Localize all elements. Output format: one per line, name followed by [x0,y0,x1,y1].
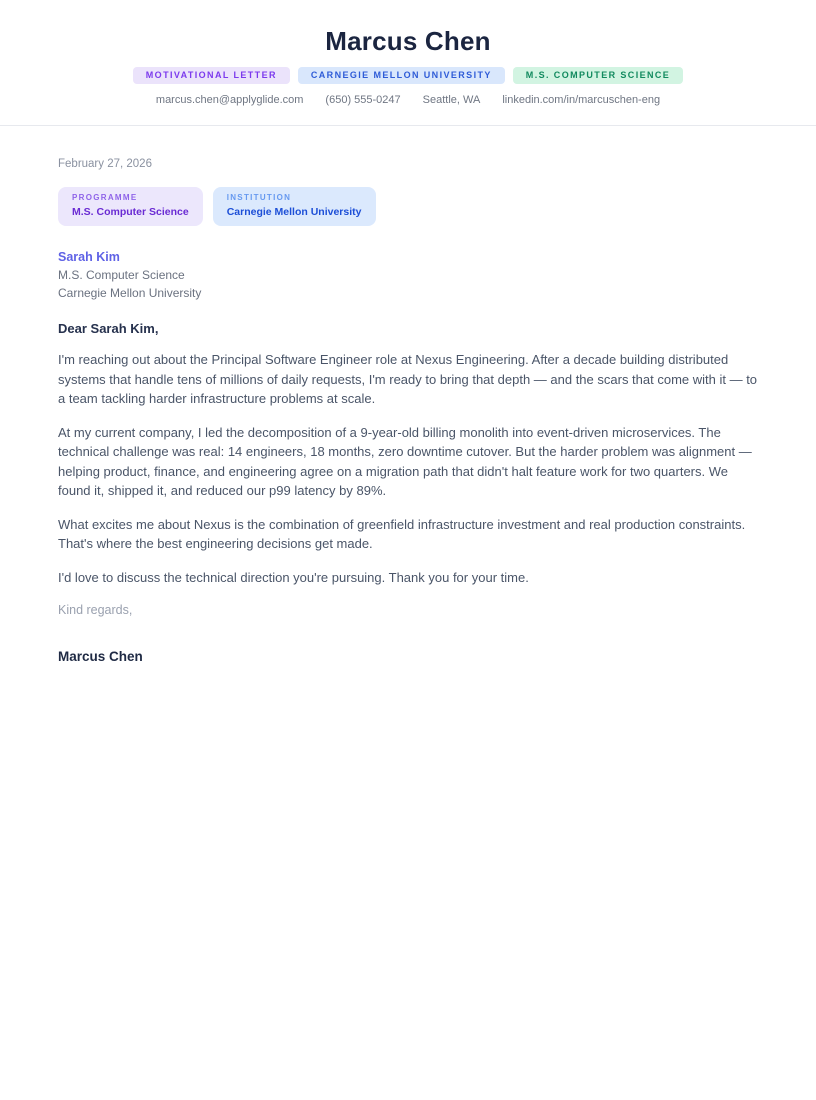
badge-programme: M.S. COMPUTER SCIENCE [513,67,683,84]
institution-card [213,187,376,226]
programme-card-value: M.S. Computer Science [72,206,189,218]
badge-letter-type: MOTIVATIONAL LETTER [133,67,290,84]
institution-card-label: INSTITUTION [226,193,292,202]
closing: Kind regards, [58,603,133,617]
recipient-institution: Carnegie Mellon University [58,286,202,300]
institution-card-value: Carnegie Mellon University [226,206,362,218]
letter-paragraph: I'd love to discuss the technical direction you're pursuing. Thank you for your time. [58,569,529,585]
programme-card [58,187,203,226]
salutation: Dear Sarah Kim, [58,321,159,336]
page-title: Marcus Chen [325,26,491,56]
signature: Marcus Chen [58,649,143,664]
badge-university: CARNEGIE MELLON UNIVERSITY [298,67,505,84]
letter-body [58,126,758,665]
letter-paragraph: What excites me about Nexus is the combination of greenfield infrastructure investment and real production constraints. That's where the best engineering decisions get made. [58,516,746,551]
letter-date: February 27, 2026 [58,158,152,170]
letter-paragraph: I'm reaching out about the Principal Software Engineer role at Nexus Engineering. After a decade building distributed systems that handle tens of millions of daily requests, I'm ready to bring that depth — and the scars that come with it — to a team tackling harder infrastructure problems at scale. [58,352,758,406]
contact-linkedin: linkedin.com/in/marcuschen-eng [502,94,661,106]
contact-phone: (650) 555-0247 [325,94,401,106]
contact-location: Seattle, WA [422,94,481,106]
programme-card-label: PROGRAMME [72,193,138,202]
meta-cards [58,187,758,226]
contact-email: marcus.chen@applyglide.com [155,94,304,106]
contact-row [0,94,816,107]
badge-row [0,67,816,84]
recipient-programme: M.S. Computer Science [58,268,185,282]
letter-paragraph: At my current company, I led the decomposition of a 9-year-old billing monolith into event-driven microservices. The technical challenge was real: 14 engineers, 18 months, zero downtime cutover. But the harder problem was alignment — helping product, finance, and engineering agree on a migration path that didn't halt feature work for two quarters. We found it, shipped it, and reduced our p99 latency by 89%. [58,424,752,498]
recipient-block [58,248,758,302]
letter-header [0,0,816,126]
recipient-name-link[interactable]: Sarah Kim [58,250,120,264]
